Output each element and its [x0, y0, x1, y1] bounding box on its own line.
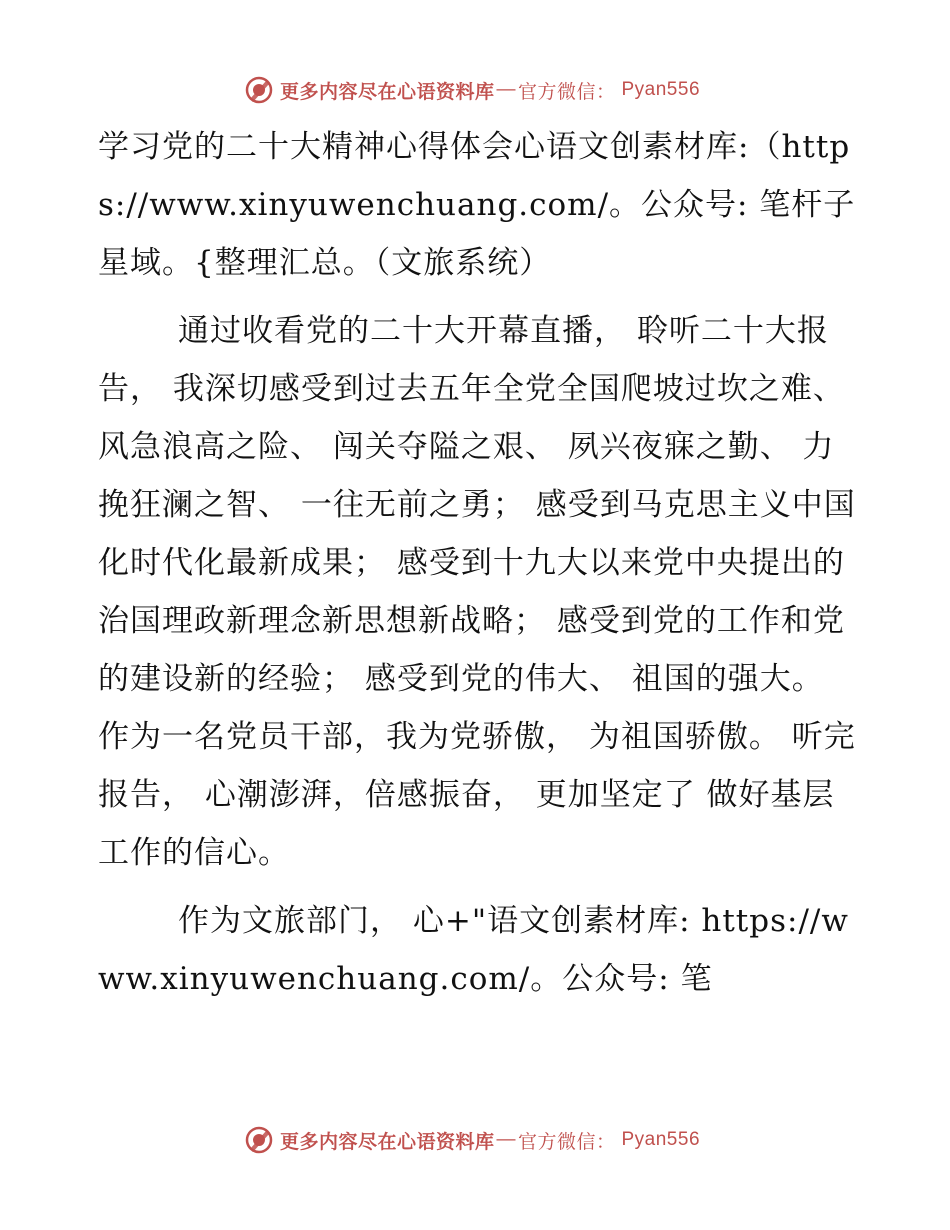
- watermark-wechat-id: Pyan556: [621, 1129, 701, 1150]
- document-intro: 学习党的二十大精神心得体会心语文创素材库:（https://www.xinyuwenchuang.com/。公众号: 笔杆子星域。{整理汇总。（文旅系统）: [98, 129, 856, 281]
- watermark-dash: —: [496, 1129, 516, 1150]
- brush-logo-icon: [244, 1125, 274, 1155]
- watermark-dash: —: [496, 79, 516, 100]
- paragraph-2: 作为文旅部门， 心+"语文创素材库: https://www.xinyuwenchuang.com/。公众号: 笔: [98, 903, 849, 997]
- watermark-label: 官方微信：: [517, 1131, 616, 1153]
- footer-watermark: [0, 1120, 950, 1160]
- header-watermark: [0, 70, 950, 110]
- watermark-wechat-id: Pyan556: [621, 79, 701, 100]
- brush-logo-icon: [244, 75, 274, 105]
- watermark-main-text: 更多内容尽在心语资料库: [279, 81, 495, 103]
- paragraph-1: 通过收看党的二十大开幕直播， 聆听二十大报告， 我深切感受到过去五年全党全国爬坡过坎之难、 风急浪高之险、 闯关夺隘之艰、 夙兴夜寐之勤、 力挽狂澜之智、 一往无前之勇； 感受到马克思主义中国化时代化最新成果； 感受到十九大以来党中央提出的治国理政新理念新思想新战略； 感受到党的工作和党的建设新的经验； 感受到党的伟大、 祖国的强大。 作为一名党员干部，我为党骄傲， 为祖国骄傲。 听完报告， 心潮澎湃，倍感振奋， 更加坚定了 做好基层工作的信心。: [98, 313, 856, 871]
- watermark-label: 官方微信：: [517, 81, 616, 103]
- document-body: [98, 118, 858, 1018]
- watermark-main-text: 更多内容尽在心语资料库: [279, 1131, 495, 1153]
